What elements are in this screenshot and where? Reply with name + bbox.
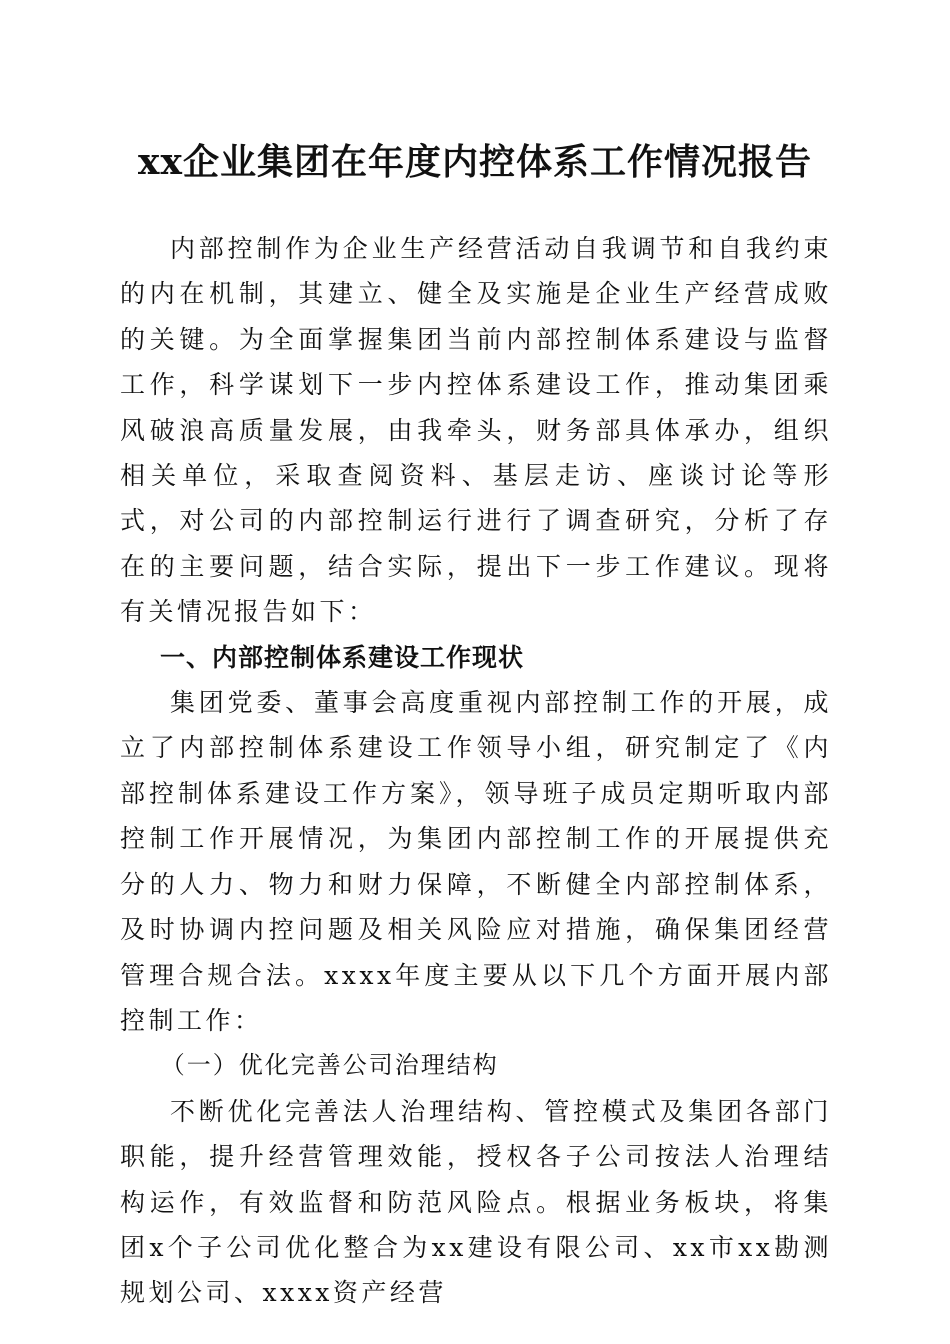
subsection-1-heading: （一）优化完善公司治理结构: [160, 1051, 499, 1080]
intro-paragraph: 内部控制作为企业生产经营活动自我调节和自我约束的内在机制，其建立、健全及实施是企业生产经营成败的关键。为全面掌握集团当前内部控制体系建设与监督工作，科学谋划下一步内控体系建设工作，推动集团乘风破浪高质量发展，由我牵头，财务部具体承办，组织相关单位，采取查阅资料、基层走访、座谈讨论等形式，对公司的内部控制运行进行了调查研究，分析了存在的主要问题，结合实际，提出下一步工作建议。现将有关情况报告如下：: [120, 234, 832, 627]
document-title: xx企业集团在年度内控体系工作情况报告: [138, 141, 812, 183]
section-1-paragraph: 集团党委、董事会高度重视内部控制工作的开展，成立了内部控制体系建设工作领导小组，研究制定了《内部控制体系建设工作方案》，领导班子成员定期听取内部控制工作开展情况，为集团内部控制工作的开展提供充分的人力、物力和财力保障，不断健全内部控制体系，及时协调内控问题及相关风险应对措施，确保集团经营管理合规合法。xxxx年度主要从以下几个方面开展内部控制工作：: [120, 688, 832, 1035]
subsection-1-paragraph: 不断优化完善法人治理结构、管控模式及集团各部门职能，提升经营管理效能，授权各子公司按法人治理结构运作，有效监督和防范风险点。根据业务板块，将集团x个子公司优化整合为xx建设有限公司、xx市xx勘测规划公司、xxxx资产经营: [120, 1096, 832, 1308]
document-body: [120, 226, 832, 1316]
section-1-heading: 一、内部控制体系建设工作现状: [160, 642, 525, 672]
